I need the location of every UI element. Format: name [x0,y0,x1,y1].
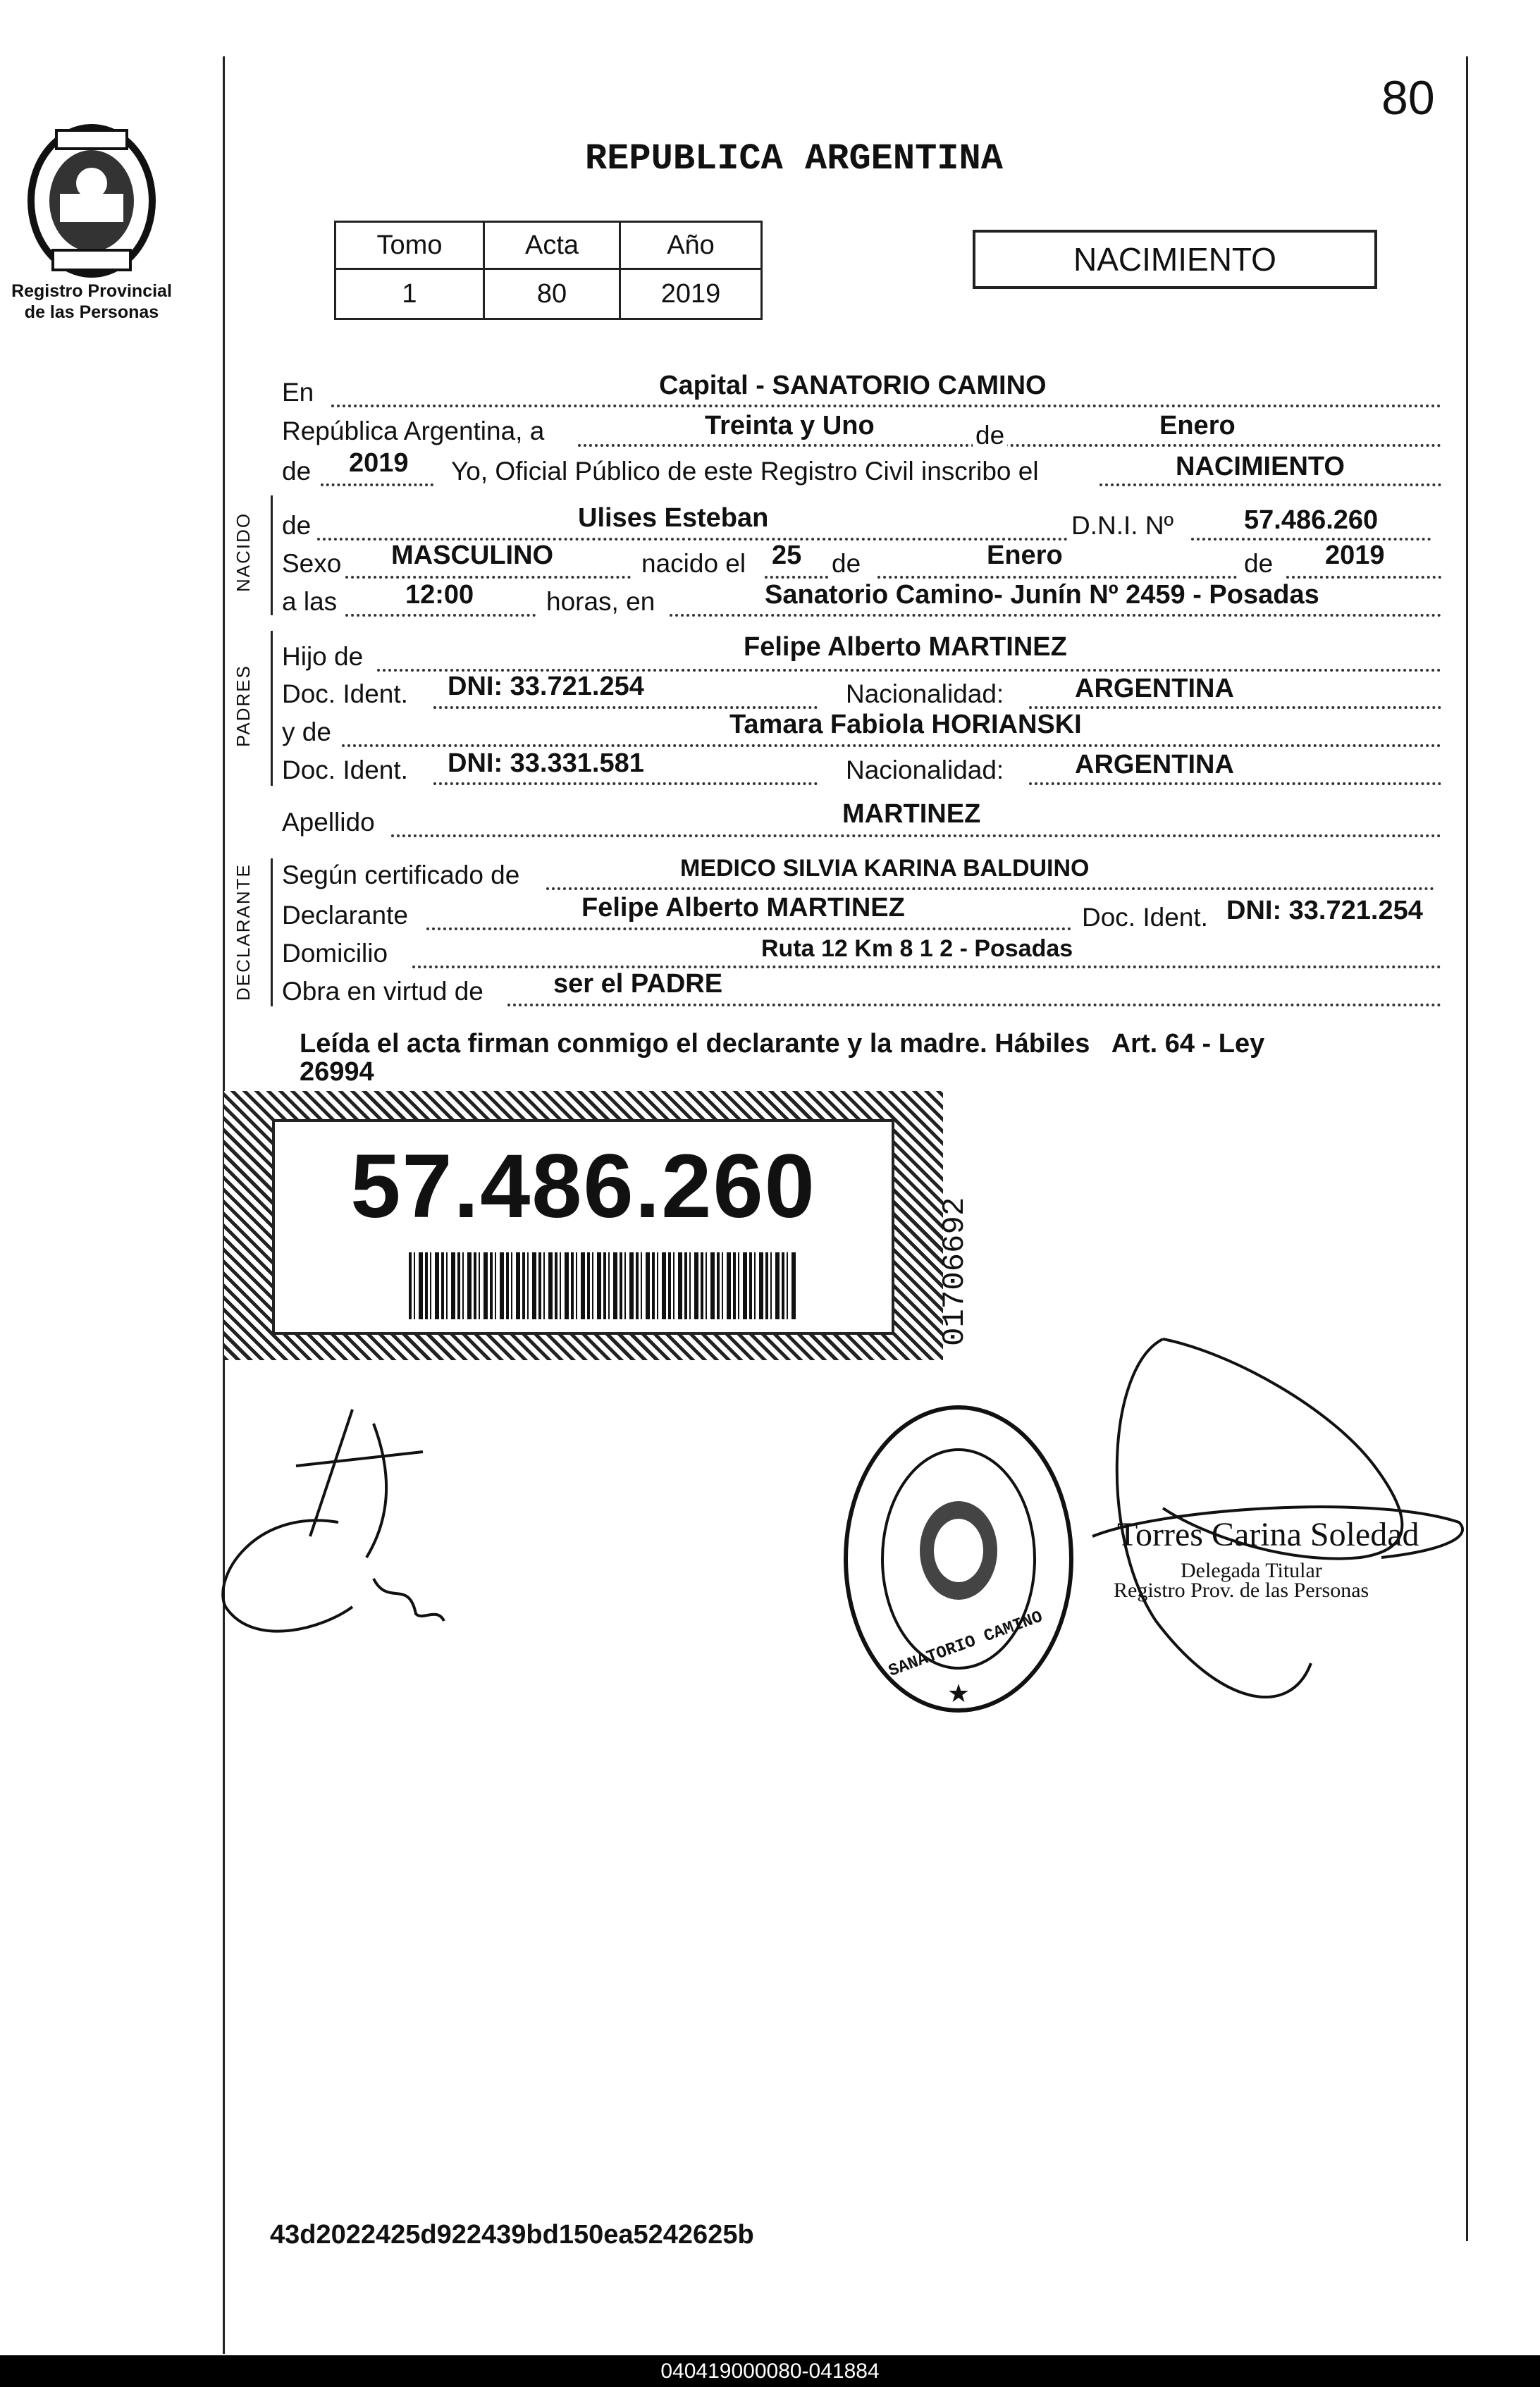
dni-label: D.N.I. Nº [1071,511,1174,540]
dni-barcode [409,1252,796,1319]
dni-dots [1191,538,1431,541]
birth-year: 2019 [1325,541,1385,570]
signatory-office: Registro Prov. de las Personas [1114,1579,1369,1602]
dni-serial: 01706692 [937,1197,973,1346]
declarante-doc-label: Doc. Ident. [1082,903,1208,932]
logo-caption-line2: de las Personas [24,302,159,322]
mother-nationality: ARGENTINA [1075,750,1234,779]
birth-de-label: de [832,549,861,578]
birth-de-label-2: de [1244,549,1274,578]
svg-text:★: ★ [947,1679,971,1708]
a-las-label: a las [282,587,338,616]
footer-bar [0,2355,1540,2387]
father-nationality: ARGENTINA [1075,674,1234,703]
year-value: 2019 [349,448,409,478]
record-type-label: NACIMIENTO [1073,241,1276,278]
dni-sticker [224,1091,943,1360]
hour-dots [345,614,536,617]
year-dots [321,483,433,486]
en-label: En [282,378,314,407]
domicilio-label: Domicilio [282,939,388,968]
dni-sticker-inner [272,1119,894,1335]
signatory-name: Torres Carina Soledad [1117,1516,1419,1553]
mother-name: Tamara Fabiola HORIANSKI [729,710,1082,739]
nacido-name: Ulises Esteban [578,503,769,533]
place-dots [670,614,1441,617]
sexo-label: Sexo [282,549,342,578]
mother-doc-dots [433,782,818,785]
birth-hour: 12:00 [405,580,474,610]
nacido-de-label: de [282,511,312,540]
acta-value-anio: 2019 [620,269,762,319]
record-type-box [973,230,1377,289]
certificado-dots [546,887,1434,890]
right-margin-line [1466,56,1468,2241]
nacido-bracket [271,495,273,615]
inscribe-value: NACIMIENTO [1176,452,1345,481]
closing-line-1: Leída el acta firman conmigo el declarante y la madre. Hábiles Art. 64 - Ley [300,1029,1265,1059]
hijo-de-label: Hijo de [282,642,364,671]
day-words-value: Treinta y Uno [705,411,875,440]
logo-caption [0,280,183,323]
signatory-role: Delegada Titular [1181,1559,1322,1582]
en-value: Capital - SANATORIO CAMINO [659,371,1047,400]
y-de-label: y de [282,717,331,746]
birth-place: Sanatorio Camino- Junín Nº 2459 - Posadas [765,580,1319,610]
father-name: Felipe Alberto MARTINEZ [744,632,1067,662]
month-value: Enero [1159,411,1236,440]
certificado-label: Según certificado de [282,861,520,889]
mother-nac-label: Nacionalidad: [846,755,1004,784]
acta-value-tomo: 1 [335,269,484,319]
acta-table [334,221,763,320]
country-title: REPUBLICA ARGENTINA [585,138,1003,180]
declarant-signature [211,1395,529,1663]
father-doc: DNI: 33.721.254 [448,672,644,701]
mother-nac-dots [1029,782,1441,785]
padres-side-label: PADRES [233,665,254,747]
mother-dots [342,744,1441,747]
acta-table-header-row [335,222,762,269]
domicilio-value: Ruta 12 Km 8 1 2 - Posadas [761,935,1073,962]
logo-caption-line1: Registro Provincial [11,281,172,301]
oficial-text: Yo, Oficial Público de este Registro Civil inscribo el [451,457,1039,486]
obra-dots [507,1004,1441,1006]
year-prefix-label: de [282,457,312,486]
father-doc-label: Doc. Ident. [282,679,408,708]
footer-code: 040419000080-041884 [660,2360,880,2383]
apellido-dots [391,834,1441,837]
apellido-value: MARTINEZ [842,799,981,829]
declarante-bracket [271,858,273,1006]
obra-value: ser el PADRE [553,969,723,999]
declarante-label: Declarante [282,901,408,930]
closing-line-2: 26994 [300,1057,374,1087]
declarante-doc: DNI: 33.721.254 [1226,896,1423,925]
en-dots [331,405,1441,407]
de-label-1: de [973,420,1007,451]
birth-day: 25 [772,541,802,570]
province-seal-logo [21,116,162,278]
father-nac-label: Nacionalidad: [846,679,1004,708]
dni-sticker-number: 57.486.260 [350,1136,816,1237]
obra-label: Obra en virtud de [282,977,483,1006]
mother-doc-label: Doc. Ident. [282,755,408,784]
birth-month: Enero [987,541,1063,570]
declarante-side-label: DECLARANTE [233,863,254,1001]
acta-value-acta: 80 [484,269,620,319]
apellido-label: Apellido [282,808,375,837]
stamp-inner-text: SANATORIO CAMINO [886,1608,1046,1682]
acta-table-value-row [335,269,762,319]
page-number: 80 [1381,71,1435,125]
declarante-name: Felipe Alberto MARTINEZ [581,893,905,923]
declarante-dots [426,927,1071,930]
sexo-dots [345,576,631,579]
birth-year-dots [1286,576,1441,579]
document-hash: 43d2022425d922439bd150ea5242625b [270,2220,754,2250]
acta-header-tomo: Tomo [335,222,484,269]
horas-en-label: horas, en [546,587,655,616]
official-stamp [839,1399,1078,1720]
nacido-el-label: nacido el [641,549,746,578]
sexo-value: MASCULINO [391,541,554,570]
inscribe-dots [1099,483,1441,486]
birth-month-dots [877,576,1237,579]
father-nac-dots [1029,706,1441,709]
acta-header-anio: Año [620,222,762,269]
mother-doc: DNI: 33.331.581 [448,748,644,778]
acta-header-acta: Acta [484,222,620,269]
day-dots [765,576,828,579]
republica-dots [578,444,1441,447]
certificado-value: MEDICO SILVIA KARINA BALDUINO [680,855,1090,882]
republica-label: República Argentina, a [282,417,545,445]
nacido-dni: 57.486.260 [1244,505,1379,535]
nacido-side-label: NACIDO [233,512,254,592]
padres-bracket [271,631,273,786]
